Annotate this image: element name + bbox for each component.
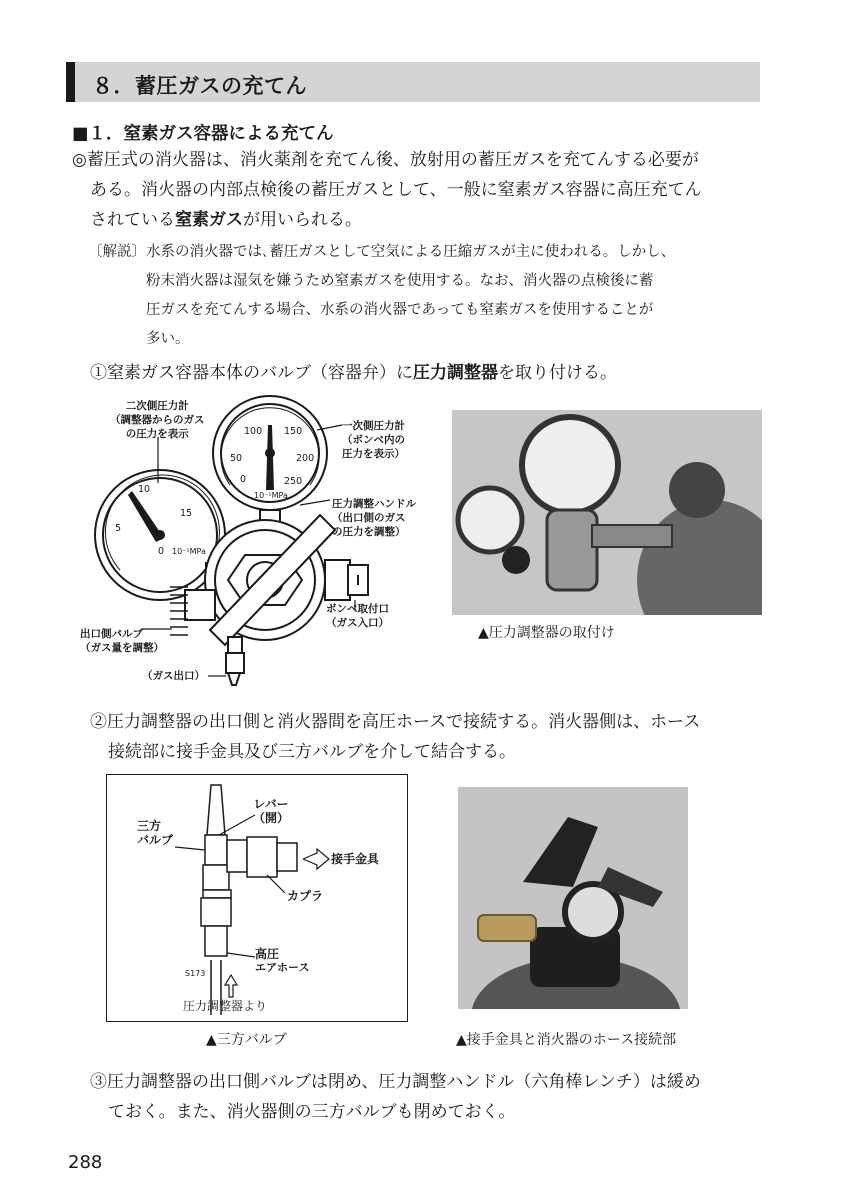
primary-unit: 10⁻¹MPa <box>254 491 288 500</box>
label-pressure-handle <box>332 497 416 539</box>
step-2-line-2: 接続部に接手金具及び三方バルブを介して結合する。 <box>108 742 516 762</box>
step-1-text: ①窒素ガス容器本体のバルブ（容器弁）に <box>90 363 413 383</box>
intro-text: されている <box>90 210 175 230</box>
label-line: の圧力を調整） <box>332 526 406 538</box>
label-coupler: カプラ <box>287 889 324 903</box>
three-way-valve-diagram <box>106 774 408 1022</box>
label-fitting: 接手金具 <box>331 852 380 866</box>
extinguisher-photo <box>458 787 688 1009</box>
primary-tick-0: 0 <box>240 474 247 485</box>
label-high-pressure-hose <box>255 947 309 975</box>
label-line: 二次側圧力計 <box>125 400 189 412</box>
intro-text: が用いられる。 <box>243 210 362 230</box>
subsection-title: ■１．窒素ガス容器による充てん <box>72 124 334 144</box>
label-line: （ガス量を調整） <box>80 642 164 654</box>
section-heading-bar <box>66 62 760 102</box>
label-secondary-gauge <box>110 399 205 441</box>
regulator-diagram <box>80 395 440 695</box>
three-way-valve-caption: ▲三方バルブ <box>206 1032 287 1048</box>
label-line: 一次側圧力計 <box>342 420 405 432</box>
secondary-tick-5: 5 <box>115 523 122 534</box>
label-three-way-valve <box>137 819 173 847</box>
label-line: （ボンベ内の <box>342 434 405 446</box>
label-gas-outlet: （ガス出口） <box>142 670 205 682</box>
intro-keyword: 窒素ガス <box>175 210 243 230</box>
label-outlet-valve <box>80 627 164 655</box>
label-cylinder-inlet <box>326 602 389 630</box>
step-3-line-2: ておく。また、消火器側の三方バルブも閉めておく。 <box>108 1102 516 1122</box>
page-number: 288 <box>68 1152 103 1173</box>
secondary-tick-15: 15 <box>180 508 193 519</box>
label-line: 三方 <box>137 819 162 833</box>
note-line-1: 水系の消火器では､蓄圧ガスとして空気による圧縮ガスが主に使われる。しかし、 <box>146 244 676 260</box>
primary-tick-50: 50 <box>230 453 243 464</box>
label-line: ボンベ取付口 <box>326 603 389 615</box>
label-line: （開） <box>253 811 290 825</box>
intro-line-3 <box>90 205 362 235</box>
primary-tick-100: 100 <box>244 426 263 437</box>
regulator-photo-illustration <box>452 410 762 615</box>
note-line-2: 粉末消火器は湿気を嫌うため窒素ガスを使用する。なお、消火器の点検後に蓄 <box>146 273 654 289</box>
label-line: 圧力を表示） <box>342 448 405 460</box>
label-line: 出口側バルブ <box>80 628 143 640</box>
primary-tick-150: 150 <box>284 426 303 437</box>
label-line: 圧力調整ハンドル <box>332 498 416 510</box>
step-3-line-1: ③圧力調整器の出口側バルブは閉め、圧力調整ハンドル（六角棒レンチ）は緩め <box>90 1072 701 1092</box>
label-line: エアホース <box>255 961 310 974</box>
regulator-photo-caption: ▲圧力調整器の取付け <box>478 625 615 641</box>
section-mark <box>66 62 75 102</box>
label-line: 高圧 <box>255 947 280 961</box>
note-tag: 〔解説〕 <box>88 244 146 260</box>
label-primary-gauge <box>342 419 405 461</box>
step-1 <box>90 358 617 388</box>
step-2-line-1: ②圧力調整器の出口側と消火器間を高圧ホースで接続する。消火器側は、ホース <box>90 712 701 732</box>
diagram-code: S173 <box>185 969 206 978</box>
section-title: ８．蓄圧ガスの充てん <box>92 74 307 98</box>
intro-line-2: ある。消火器の内部点検後の蓄圧ガスとして、一般に窒素ガス容器に高圧充てん <box>90 180 702 200</box>
extinguisher-photo-caption: ▲接手金具と消火器のホース接続部 <box>456 1032 677 1048</box>
secondary-tick-10: 10 <box>138 484 151 495</box>
step-1-keyword: 圧力調整器 <box>413 363 498 383</box>
note-line-3: 圧ガスを充てんする場合、水系の消火器であっても窒素ガスを使用することが <box>146 302 654 318</box>
secondary-unit: 10⁻¹MPa <box>172 547 206 556</box>
regulator-photo <box>452 410 762 615</box>
primary-tick-200: 200 <box>296 453 315 464</box>
label-line: の圧力を表示 <box>125 428 189 440</box>
step-1-text: を取り付ける。 <box>498 363 617 383</box>
secondary-tick-0: 0 <box>158 546 165 557</box>
intro-line-1: ◎蓄圧式の消火器は、消火薬剤を充てん後、放射用の蓄圧ガスを充てんする必要が <box>72 150 699 170</box>
label-line: バルブ <box>137 833 174 847</box>
label-lever <box>253 797 289 825</box>
label-line: （ガス入口） <box>326 617 389 629</box>
note-line-4: 多い。 <box>146 331 190 347</box>
label-line: レバー <box>253 797 289 811</box>
label-line: （調整器からのガス <box>110 414 205 426</box>
label-from-regulator: 圧力調整器より <box>183 999 268 1013</box>
primary-tick-250: 250 <box>284 476 303 487</box>
extinguisher-photo-illustration <box>458 787 688 1009</box>
label-line: （出口側のガス <box>332 512 406 524</box>
